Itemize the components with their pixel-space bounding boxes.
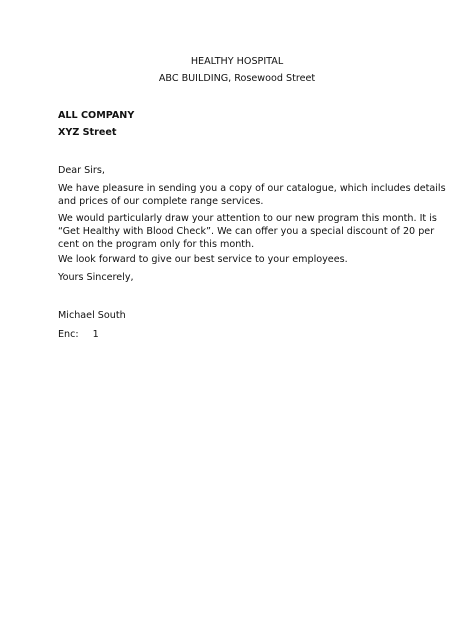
organization-address: ABC BUILDING, Rosewood Street [158, 73, 316, 84]
paragraph-line: We would particularly draw your attention to our new program this month. It is [58, 213, 437, 224]
recipient-company: ALL COMPANY [58, 110, 135, 121]
organization-name: HEALTHY HOSPITAL [190, 56, 284, 67]
paragraph-line: and prices of our complete range services. [58, 196, 264, 207]
paragraph-line: “Get Healthy with Blood Check”. We can offer you a special discount of 20 per [58, 226, 435, 237]
paragraph-catalogue [58, 182, 446, 208]
signature-name: Michael South [58, 310, 126, 321]
enclosure-value: 1 [92, 329, 99, 340]
paragraph-line: We have pleasure in sending you a copy of our catalogue, which includes details [58, 183, 446, 194]
enclosure-label: Enc: [58, 329, 79, 340]
recipient-street: XYZ Street [58, 127, 117, 138]
closing: Yours Sincerely, [58, 272, 134, 283]
paragraph-program [58, 212, 437, 251]
paragraph-closing-remark: We look forward to give our best service to your employees. [58, 254, 348, 265]
enclosure [58, 328, 99, 341]
paragraph-line: cent on the program only for this month. [58, 239, 255, 250]
salutation: Dear Sirs, [58, 165, 105, 176]
